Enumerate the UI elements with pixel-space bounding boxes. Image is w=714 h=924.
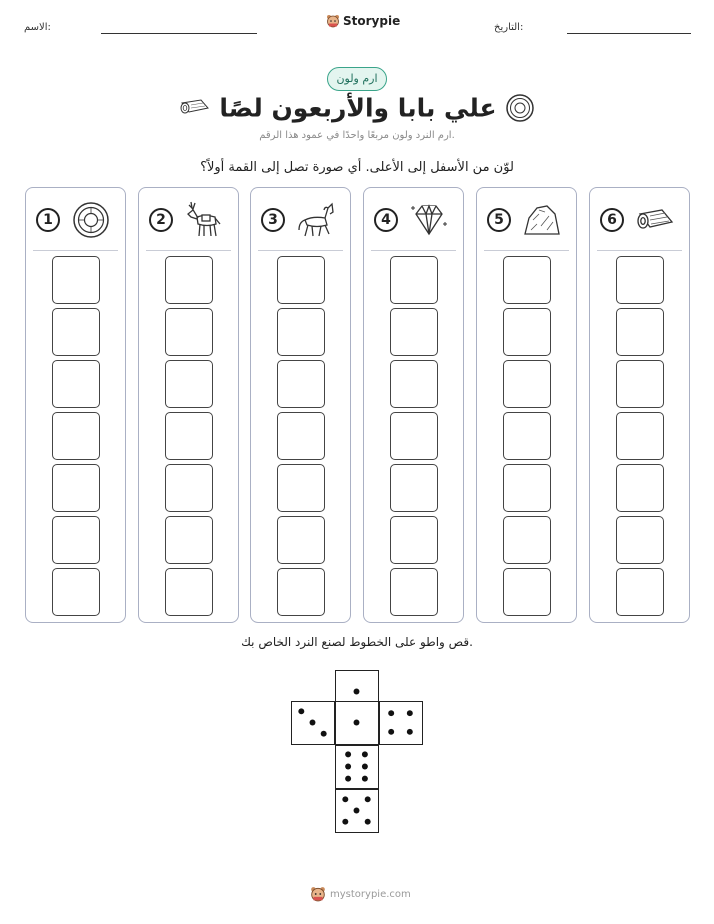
dice-face-3 [291, 701, 335, 745]
color-box[interactable] [165, 568, 213, 616]
color-box[interactable] [390, 308, 438, 356]
color-box[interactable] [503, 516, 551, 564]
column-number: 1 [36, 208, 60, 232]
dice-pip [342, 819, 348, 825]
color-box[interactable] [616, 412, 664, 460]
bear-icon [310, 886, 326, 902]
color-box[interactable] [390, 360, 438, 408]
color-box[interactable] [277, 516, 325, 564]
color-box[interactable] [503, 464, 551, 512]
color-box[interactable] [616, 360, 664, 408]
title-text: علي بابا والأربعون لصًا [219, 93, 497, 123]
color-box[interactable] [616, 568, 664, 616]
color-box[interactable] [503, 256, 551, 304]
dice-pip [365, 796, 371, 802]
logo-text: Storypie [343, 14, 401, 28]
column-number: 4 [374, 208, 398, 232]
column-number: 2 [149, 208, 173, 232]
dice-pip [345, 776, 351, 782]
column-divider [146, 250, 231, 251]
rock-icon [521, 200, 563, 240]
dice-face-5 [335, 789, 379, 833]
coin-icon [70, 200, 112, 240]
color-box[interactable] [616, 256, 664, 304]
color-box[interactable] [616, 516, 664, 564]
bear-icon [326, 14, 340, 28]
color-box[interactable] [390, 516, 438, 564]
donkey-icon [183, 200, 225, 240]
column-4 [363, 187, 464, 623]
dice-pip [354, 720, 360, 726]
instruction: لوّن من الأسفل إلى الأعلى. أي صورة تصل إلى القمة أولاً؟ [200, 160, 514, 175]
color-box[interactable] [52, 464, 100, 512]
subtitle: ارم النرد ولون مربعًا واحدًا في عمود هذا الرقم. [259, 130, 455, 141]
color-box[interactable] [390, 568, 438, 616]
column-divider [484, 250, 569, 251]
color-box[interactable] [390, 412, 438, 460]
color-box[interactable] [52, 256, 100, 304]
color-box[interactable] [52, 308, 100, 356]
color-box[interactable] [390, 464, 438, 512]
dice-pip [407, 729, 413, 735]
column-divider [258, 250, 343, 251]
dice-face-1 [335, 701, 379, 745]
column-2 [138, 187, 239, 623]
storypie-logo [326, 14, 400, 28]
dice-face-4 [379, 701, 423, 745]
cut-instruction: قص واطو على الخطوط لصنع النرد الخاص بك. [241, 635, 473, 649]
color-box[interactable] [503, 568, 551, 616]
color-box[interactable] [277, 308, 325, 356]
dice-pip [388, 710, 394, 716]
dice-pip [354, 808, 360, 814]
column-number: 6 [600, 208, 624, 232]
column-1 [25, 187, 126, 623]
name-label: الاسم: [24, 22, 51, 33]
column-5 [476, 187, 577, 623]
color-box[interactable] [165, 256, 213, 304]
dice-pip [362, 751, 368, 757]
dice-pip [298, 708, 304, 714]
carpet-icon [634, 200, 676, 240]
color-box[interactable] [165, 308, 213, 356]
column-6 [589, 187, 690, 623]
column-divider [371, 250, 456, 251]
color-box[interactable] [503, 360, 551, 408]
color-box[interactable] [503, 308, 551, 356]
color-box[interactable] [52, 412, 100, 460]
color-box[interactable] [52, 568, 100, 616]
color-box[interactable] [165, 412, 213, 460]
footer-url[interactable]: mystorypie.com [330, 888, 411, 900]
column-divider [33, 250, 118, 251]
color-box[interactable] [52, 360, 100, 408]
color-box[interactable] [165, 360, 213, 408]
dice-pip [388, 729, 394, 735]
color-box[interactable] [52, 516, 100, 564]
dice-pip [310, 720, 316, 726]
date-line[interactable] [567, 33, 691, 34]
color-box[interactable] [165, 516, 213, 564]
column-number: 3 [261, 208, 285, 232]
color-box[interactable] [616, 308, 664, 356]
dice-pip [345, 751, 351, 757]
horse-icon [295, 200, 337, 240]
dice-face-6 [335, 745, 379, 789]
color-box[interactable] [277, 360, 325, 408]
color-box[interactable] [277, 412, 325, 460]
color-box[interactable] [165, 464, 213, 512]
name-line[interactable] [101, 33, 257, 34]
diamond-icon [408, 200, 450, 240]
color-box[interactable] [277, 256, 325, 304]
column-number: 5 [487, 208, 511, 232]
dice-pip [365, 819, 371, 825]
dice-pip [321, 731, 327, 737]
page-title [0, 92, 714, 123]
coin-icon [505, 93, 535, 123]
dice-pip [362, 776, 368, 782]
color-box[interactable] [503, 412, 551, 460]
footer [310, 886, 411, 902]
dice-pip [407, 710, 413, 716]
dice-pip [345, 764, 351, 770]
dice-pip [354, 689, 360, 695]
column-3 [250, 187, 351, 623]
column-divider [597, 250, 682, 251]
dice-pip [362, 764, 368, 770]
date-label: التاريخ: [494, 22, 524, 33]
color-box[interactable] [390, 256, 438, 304]
color-box[interactable] [616, 464, 664, 512]
color-box[interactable] [277, 568, 325, 616]
activity-badge: ارم ولون [327, 67, 387, 91]
carpet-icon [179, 97, 211, 119]
color-box[interactable] [277, 464, 325, 512]
dice-pip [342, 796, 348, 802]
